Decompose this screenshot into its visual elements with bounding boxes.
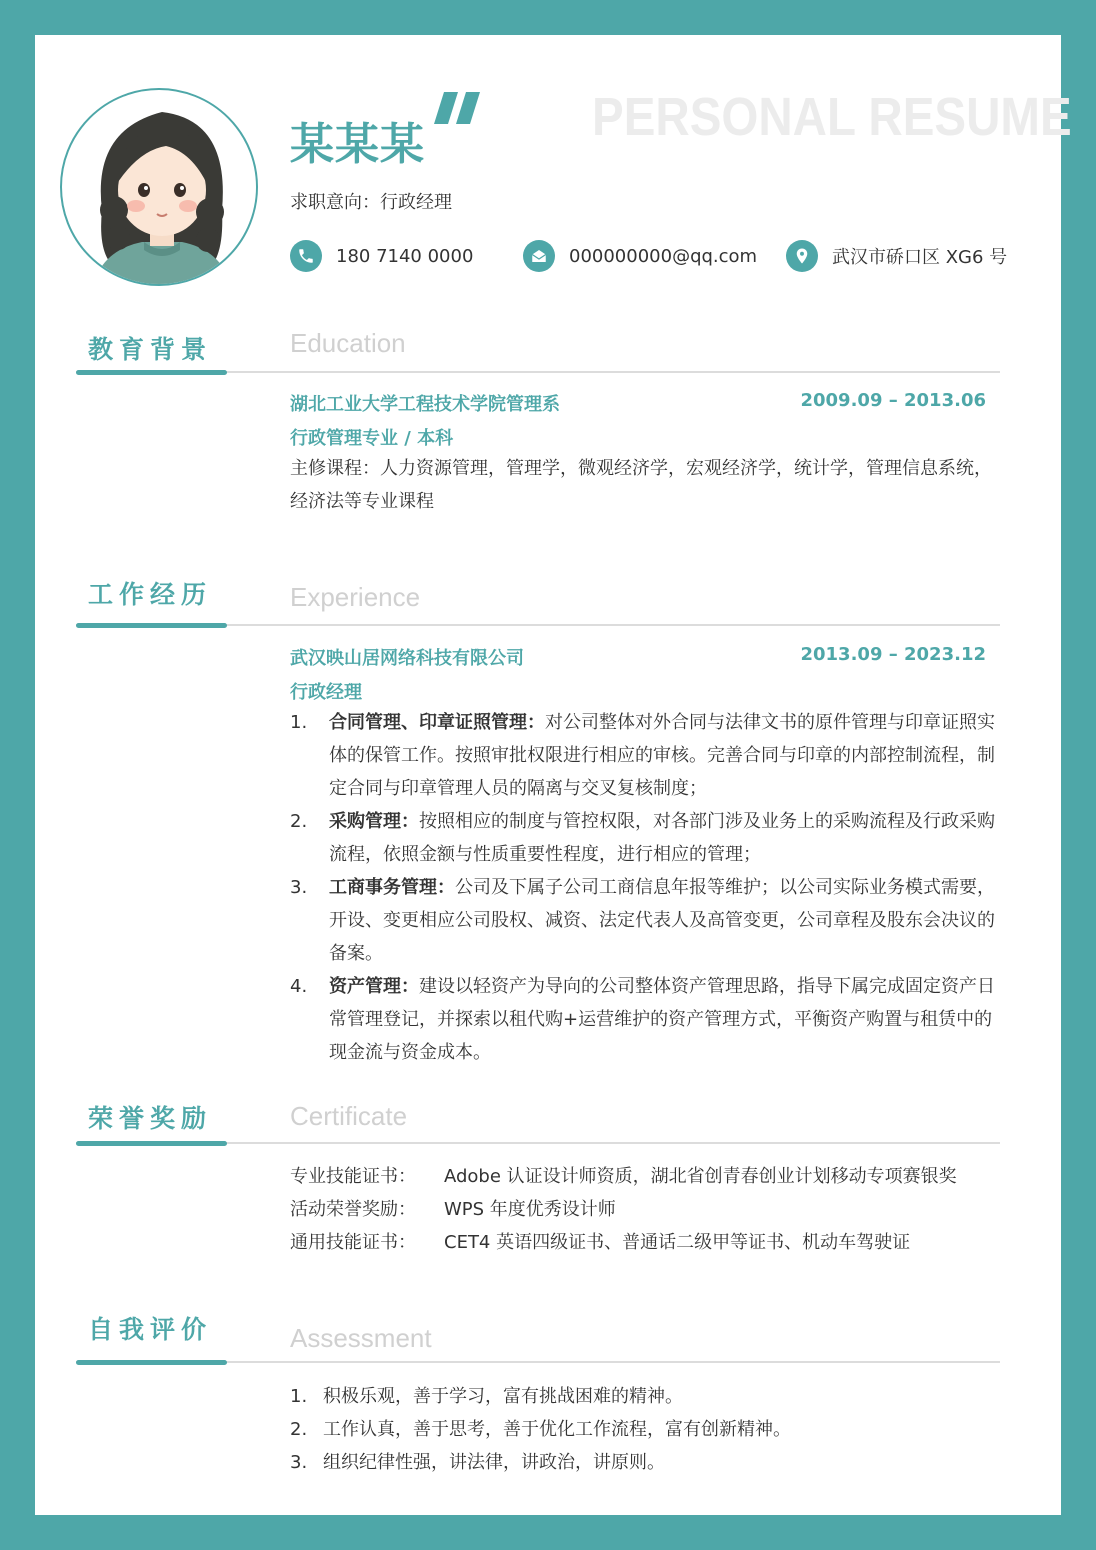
section-en-experience: Experience <box>290 582 421 612</box>
phone-text: 180 7140 0000 <box>336 245 474 267</box>
section-en-education: Education <box>290 328 406 358</box>
phone-icon <box>290 240 322 272</box>
contact-phone <box>290 240 473 272</box>
list-item: 1. 积极乐观，善于学习，富有挑战困难的精神。 <box>290 1386 683 1407</box>
address-text: 武汉市硚口区 XG6 号 <box>832 247 1008 268</box>
divider-accent <box>76 623 227 628</box>
divider-accent <box>76 1141 227 1146</box>
education-major: 行政管理专业 / 本科 <box>290 428 454 449</box>
list-item: 2. 采购管理：按照相应的制度与管控权限，对各部门涉及业务上的采购流程及行政采购流程，依照金额与性质重要性程度，进行相应的管理； <box>290 811 995 865</box>
certificate-row: 专业技能证书： Adobe 认证设计师资质，湖北省创青春创业计划移动专项赛银奖 <box>290 1166 957 1187</box>
job-intent: 求职意向：行政经理 <box>290 192 452 213</box>
certificate-row: 活动荣誉奖励： WPS 年度优秀设计师 <box>290 1199 616 1220</box>
education-period: 2009.09 – 2013.06 <box>800 390 986 411</box>
contact-email <box>523 240 757 272</box>
education-header <box>290 390 986 416</box>
certificate-row: 通用技能证书： CET4 英语四级证书、普通话二级甲等证书、机动车驾驶证 <box>290 1232 911 1253</box>
quote-icon <box>432 92 484 126</box>
experience-header <box>290 644 986 670</box>
list-item: 1. 合同管理、印章证照管理：对公司整体对外合同与法律文书的原件管理与印章证照实体的保管工作。按照审批权限进行相应的审核。完善合同与印章的内部控制流程，制定合同与印章管理人员的隔离与交叉复核制度； <box>290 712 995 799</box>
certificate-list <box>290 1160 1010 1259</box>
location-icon <box>786 240 818 272</box>
duty-heading: 工商事务管理： <box>329 877 455 898</box>
section-title-education: 教育背景 <box>88 335 213 364</box>
company-name: 武汉映山居网络科技有限公司 <box>290 648 524 669</box>
list-item: 3. 工商事务管理：公司及下属子公司工商信息年报等维护；以公司实际业务模式需要，开设、变更相应公司股权、减资、法定代表人及高管变更，公司章程及股东会决议的备案。 <box>290 877 995 964</box>
duty-heading: 资产管理： <box>329 976 419 997</box>
watermark-title: PERSONAL RESUME <box>592 87 1072 147</box>
duty-text: 对公司整体对外合同与法律文书的原件管理与印章证照实体的保管工作。按照审批权限进行相应的审核。完善合同与印章的内部控制流程，制定合同与印章管理人员的隔离与交叉复核制度； <box>329 712 995 799</box>
duty-heading: 合同管理、印章证照管理： <box>329 712 545 733</box>
list-item: 2. 工作认真，善于思考，善于优化工作流程，富有创新精神。 <box>290 1419 791 1440</box>
duty-text: 建设以轻资产为导向的公司整体资产管理思路，指导下属完成固定资产日常管理登记，并探索以租代购+运营维护的资产管理方式，平衡资产购置与租赁中的现金流与资金成本。 <box>329 976 995 1063</box>
section-title-certificate: 荣誉奖励 <box>88 1104 213 1133</box>
experience-role: 行政经理 <box>290 682 362 703</box>
section-title-assessment: 自我评价 <box>88 1315 213 1344</box>
school-name: 湖北工业大学工程技术学院管理系 <box>290 394 560 415</box>
section-en-certificate: Certificate <box>290 1101 408 1131</box>
divider-accent <box>76 370 227 375</box>
assessment-list <box>290 1380 998 1479</box>
section-en-assessment: Assessment <box>290 1323 432 1353</box>
avatar <box>60 88 258 286</box>
section-title-experience: 工作经历 <box>88 580 213 609</box>
list-item: 3. 组织纪律性强，讲法律，讲政治，讲原则。 <box>290 1452 665 1473</box>
education-courses: 主修课程：人力资源管理，管理学，微观经济学，宏观经济学，统计学，管理信息系统，经济法等专业课程 <box>290 458 992 512</box>
candidate-name: 某某某 <box>290 119 425 170</box>
email-text: 000000000@qq.com <box>569 245 758 267</box>
duty-text: 公司及下属子公司工商信息年报等维护；以公司实际业务模式需要，开设、变更相应公司股权、减资、法定代表人及高管变更，公司章程及股东会决议的备案。 <box>329 877 995 964</box>
contact-address <box>786 240 1007 272</box>
duty-text: 按照相应的制度与管控权限，对各部门涉及业务上的采购流程及行政采购流程，依照金额与性质重要性程度，进行相应的管理； <box>329 811 995 865</box>
experience-period: 2013.09 – 2023.12 <box>800 644 986 665</box>
experience-duties <box>290 706 998 1069</box>
mail-icon <box>523 240 555 272</box>
divider-accent <box>76 1360 227 1365</box>
duty-heading: 采购管理： <box>329 811 419 832</box>
list-item: 4. 资产管理：建设以轻资产为导向的公司整体资产管理思路，指导下属完成固定资产日常管理登记，并探索以租代购+运营维护的资产管理方式，平衡资产购置与租赁中的现金流与资金成本。 <box>290 976 995 1063</box>
